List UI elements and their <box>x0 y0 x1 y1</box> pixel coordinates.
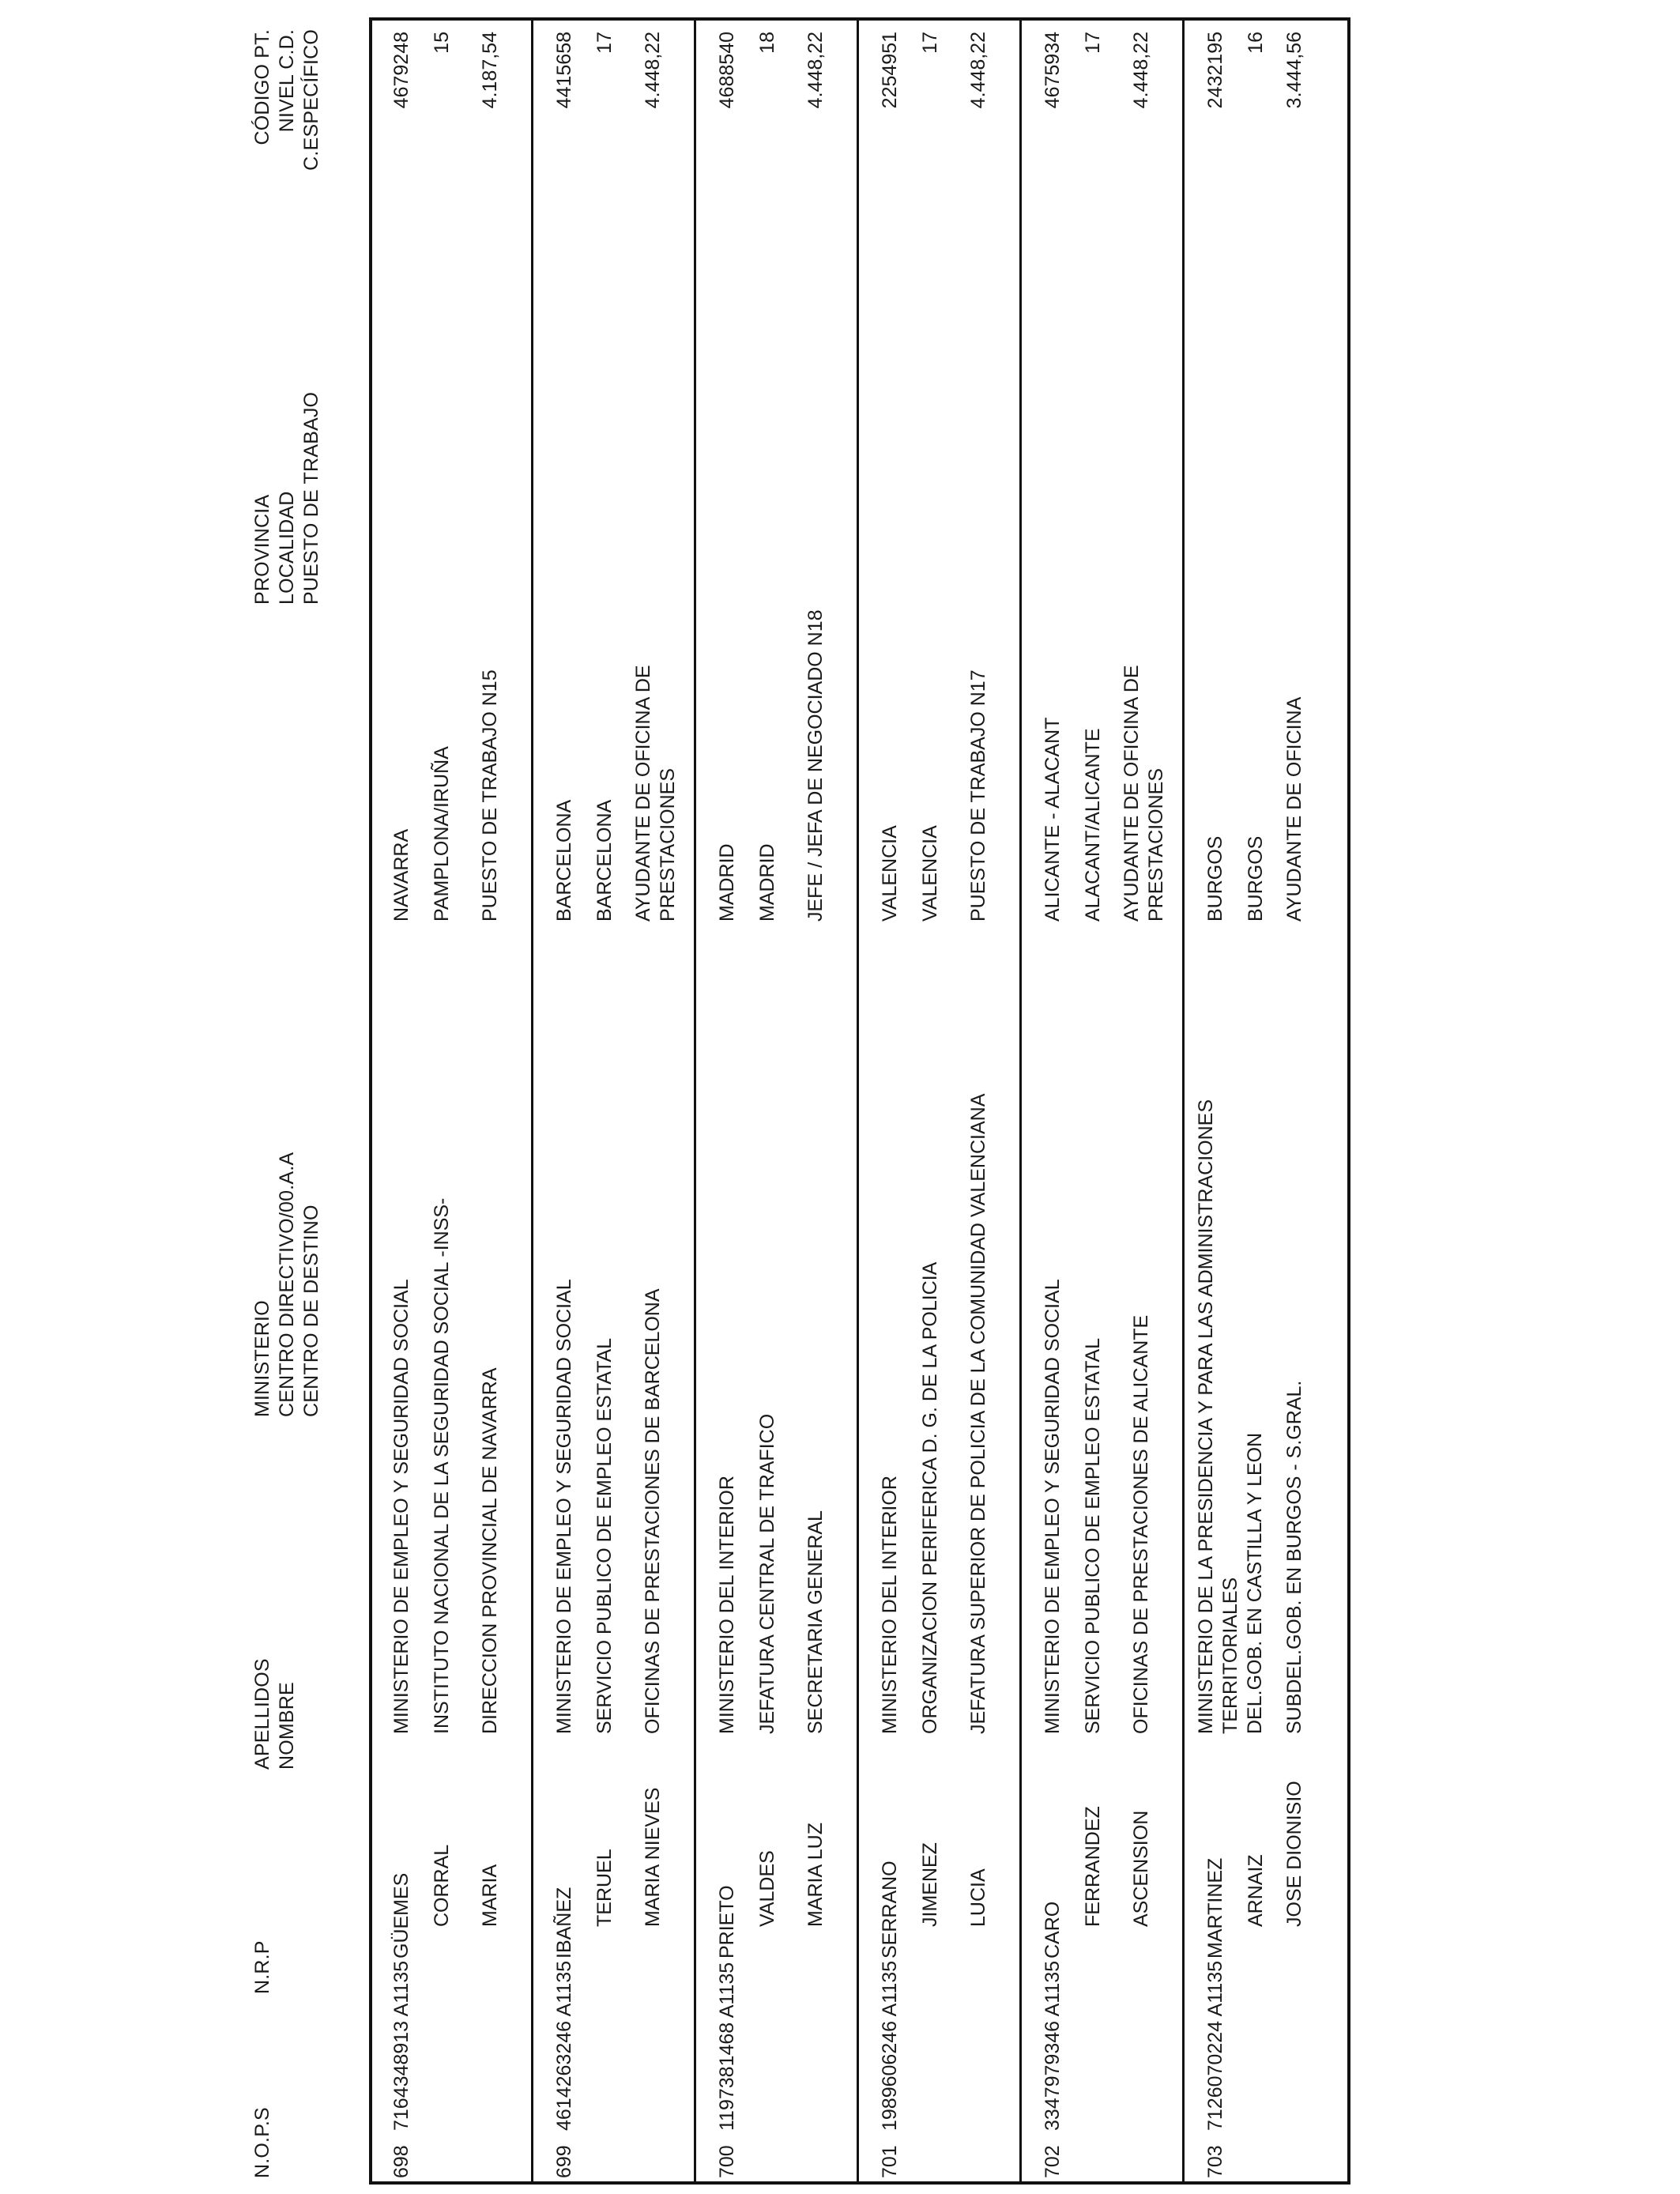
nivel-cell: 15 <box>431 32 453 54</box>
centro-destino-cell: JEFATURA SUPERIOR DE POLICIA DE LA COMUNIDAD VALENCIANA <box>967 1093 989 1734</box>
nrp-cell: 1197381468 A1135 <box>716 1962 738 2131</box>
header-codigo-line: CÓDIGO PT. <box>251 29 273 145</box>
centro-destino-cell: SECRETARIA GENERAL <box>804 1510 827 1734</box>
nops-cell: 703 <box>1204 2145 1226 2178</box>
centro-destino-cell: OFICINAS DE PRESTACIONES DE ALICANTE <box>1130 1314 1152 1734</box>
apellido2-cell: CORRAL <box>431 1844 453 1927</box>
localidad-cell: VALENCIA <box>919 825 941 922</box>
provincia-cell: MADRID <box>716 843 738 922</box>
nivel-cell: 16 <box>1245 32 1267 54</box>
nrp-cell: 1989606246 A1135 <box>879 1960 901 2131</box>
header-apellidos <box>250 1658 299 1770</box>
row-divider <box>1019 21 1022 2181</box>
centro-destino-cell: SUBDEL.GOB. EN BURGOS - S.GRAL. <box>1283 1380 1305 1734</box>
nombre-cell: MARIA LUZ <box>804 1823 827 1927</box>
header-localidad-line: LOCALIDAD <box>276 491 298 605</box>
centro-directivo-cell: SERVICIO PUBLICO DE EMPLEO ESTATAL <box>1082 1337 1104 1734</box>
centro-directivo-cell: SERVICIO PUBLICO DE EMPLEO ESTATAL <box>593 1337 616 1734</box>
nrp-cell: 7164348913 A1135 <box>390 1960 412 2131</box>
centro-directivo-line: DEL.GOB. EN CASTILLA Y LEON <box>1244 1432 1266 1734</box>
header-puesto-line: PUESTO DE TRABAJO <box>300 391 322 605</box>
codigo-cell: 4675934 <box>1042 32 1064 109</box>
header-nops: N.O.P.S <box>251 2107 273 2178</box>
especifico-cell: 4.187,54 <box>479 32 501 109</box>
apellido1-cell: IBAÑEZ <box>553 1887 575 1958</box>
localidad-cell: BURGOS <box>1245 835 1267 922</box>
provincia-cell: ALICANTE - ALACANT <box>1042 717 1064 922</box>
especifico-cell: 4.448,22 <box>967 32 989 109</box>
puesto-cell <box>631 665 680 922</box>
header-nivel-line: NIVEL C.D. <box>276 29 298 133</box>
apellido2-cell: ARNAIZ <box>1245 1854 1267 1927</box>
nivel-cell: 17 <box>593 32 616 54</box>
nombre-cell: MARIA NIEVES <box>642 1787 664 1927</box>
puesto-cell: JEFE / JEFA DE NEGOCIADO N18 <box>804 609 827 922</box>
puesto-cell <box>1120 665 1169 922</box>
ministerio-cell: MINISTERIO DEL INTERIOR <box>879 1476 901 1734</box>
apellido2-cell: FERRANDEZ <box>1082 1806 1104 1927</box>
nrp-cell: 3347979346 A1135 <box>1042 1960 1064 2131</box>
row-divider <box>694 21 696 2181</box>
header-centro-destino-line: CENTRO DE DESTINO <box>300 1204 322 1417</box>
puesto-line: AYUDANTE DE OFICINA DE <box>1121 665 1143 922</box>
records-table <box>369 17 1350 2185</box>
apellido2-cell: JIMENEZ <box>919 1842 941 1927</box>
header-nrp: N.R.P <box>251 1940 273 1994</box>
apellido1-cell: SERRANO <box>879 1860 901 1958</box>
especifico-cell: 3.444,56 <box>1283 32 1305 109</box>
header-provincia-line: PROVINCIA <box>251 494 273 605</box>
especifico-cell: 4.448,22 <box>642 32 664 109</box>
ministerio-cell: MINISTERIO DE EMPLEO Y SEGURIDAD SOCIAL <box>1042 1279 1064 1734</box>
provincia-cell: BURGOS <box>1204 835 1226 922</box>
provincia-cell: BARCELONA <box>553 799 575 922</box>
localidad-cell: BARCELONA <box>593 799 616 922</box>
puesto-cell: AYUDANTE DE OFICINA <box>1283 696 1305 922</box>
ministerio-cell: MINISTERIO DE EMPLEO Y SEGURIDAD SOCIAL <box>553 1279 575 1734</box>
nrp-cell: 4614263246 A1135 <box>553 1960 575 2131</box>
apellido1-cell: GÜEMES <box>390 1872 412 1958</box>
ministerio-cell: MINISTERIO DE EMPLEO Y SEGURIDAD SOCIAL <box>390 1279 412 1734</box>
provincia-cell: VALENCIA <box>879 825 901 922</box>
centro-directivo-cell: ORGANIZACION PERIFERICA D. G. DE LA POLICIA <box>919 1261 941 1734</box>
header-centro-directivo-line: CENTRO DIRECTIVO/00.A.A <box>276 1152 298 1417</box>
header-especifico-line: C.ESPECÍFICO <box>300 29 322 171</box>
row-divider <box>857 21 859 2181</box>
codigo-cell: 4679248 <box>390 32 412 109</box>
header-codigo <box>250 29 324 205</box>
codigo-cell: 4688540 <box>716 32 738 109</box>
ministerio-cell <box>1194 1099 1268 1734</box>
apellido1-cell: CARO <box>1042 1901 1064 1958</box>
puesto-cell: PUESTO DE TRABAJO N15 <box>479 669 501 922</box>
puesto-cell: PUESTO DE TRABAJO N17 <box>967 669 989 922</box>
localidad-cell: ALACANT/ALICANTE <box>1082 728 1104 922</box>
nivel-cell: 17 <box>1082 32 1104 54</box>
especifico-cell: 4.448,22 <box>1130 32 1152 109</box>
puesto-line: AYUDANTE DE OFICINA DE <box>632 665 654 922</box>
nrp-cell: 7126070224 A1135 <box>1204 1960 1226 2131</box>
nops-cell: 699 <box>553 2145 575 2178</box>
row-divider <box>1182 21 1185 2181</box>
nops-cell: 700 <box>716 2145 738 2178</box>
row-divider <box>531 21 533 2181</box>
apellido2-cell: TERUEL <box>593 1849 616 1927</box>
especifico-cell: 4.448,22 <box>804 32 827 109</box>
localidad-cell: MADRID <box>756 843 778 922</box>
ministerio-line: TERRITORIALES <box>1219 1577 1241 1734</box>
ministerio-line: MINISTERIO DE LA PRESIDENCIA Y PARA LAS ADMINISTRACIONES <box>1195 1099 1217 1734</box>
centro-destino-cell: DIRECCION PROVINCIAL DE NAVARRA <box>479 1367 501 1734</box>
codigo-cell: 4415658 <box>553 32 575 109</box>
nombre-cell: JOSE DIONISIO <box>1283 1781 1305 1927</box>
puesto-line: PRESTACIONES <box>1145 767 1167 922</box>
codigo-cell: 2432195 <box>1204 32 1226 109</box>
nivel-cell: 17 <box>919 32 941 54</box>
nops-cell: 702 <box>1042 2145 1064 2178</box>
centro-destino-cell: OFICINAS DE PRESTACIONES DE BARCELONA <box>642 1288 664 1734</box>
nivel-cell: 18 <box>756 32 778 54</box>
puesto-line: PRESTACIONES <box>657 767 679 922</box>
apellido1-cell: PRIETO <box>716 1885 738 1958</box>
header-nombre-line: NOMBRE <box>276 1682 298 1770</box>
centro-directivo-cell: JEFATURA CENTRAL DE TRAFICO <box>756 1413 778 1734</box>
header-ministerio <box>250 1152 324 1417</box>
nombre-cell: LUCIA <box>967 1868 989 1927</box>
nops-cell: 701 <box>879 2145 901 2178</box>
ministerio-cell: MINISTERIO DEL INTERIOR <box>716 1476 738 1734</box>
codigo-cell: 2254951 <box>879 32 901 109</box>
localidad-cell: PAMPLONA/IRUÑA <box>431 746 453 922</box>
header-apellidos-line: APELLIDOS <box>251 1658 273 1770</box>
header-provincia <box>250 392 324 605</box>
centro-directivo-cell: INSTITUTO NACIONAL DE LA SEGURIDAD SOCIAL -INSS- <box>431 1197 453 1734</box>
apellido1-cell: MARTINEZ <box>1204 1857 1226 1958</box>
nombre-cell: ASCENSION <box>1130 1810 1152 1927</box>
apellido2-cell: VALDES <box>756 1850 778 1927</box>
nombre-cell: MARIA <box>479 1864 501 1927</box>
header-ministerio-line: MINISTERIO <box>251 1300 273 1417</box>
nops-cell: 698 <box>390 2145 412 2178</box>
provincia-cell: NAVARRA <box>390 828 412 922</box>
